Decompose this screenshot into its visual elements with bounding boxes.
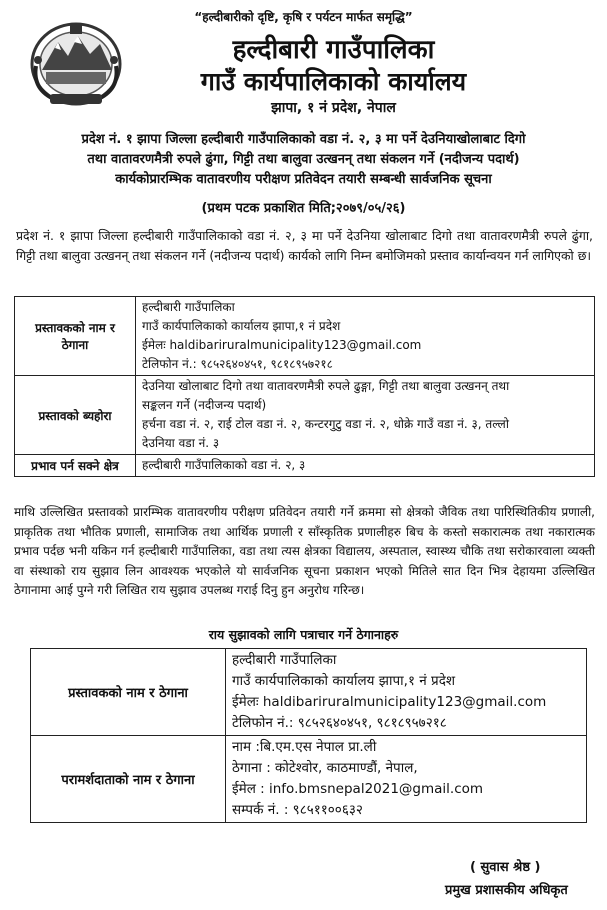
value-line: हल्दीबारी गाउँपालिका bbox=[142, 300, 235, 314]
signatory-designation: प्रमुख प्रशासकीय अधिकृत bbox=[445, 883, 568, 898]
row-label: प्रस्तावको ब्यहोरा bbox=[15, 376, 136, 455]
notice-title-line: प्रदेश नं. १ झापा जिल्ला हल्दीबारी गाउँपालिकाको वडा नं. २, ३ मा पर्ने देउनियाखोलाबाट दिगो bbox=[81, 132, 526, 147]
row-value bbox=[136, 455, 595, 477]
row-value bbox=[226, 736, 587, 823]
notice-title-line: तथा वातावरणमैत्री रुपले ढुंगा, गिट्टी तथा बालुवा उत्खनन् तथा संकलन गर्ने (नदीजन्य पदार्थ) bbox=[87, 152, 520, 167]
table-row bbox=[15, 455, 595, 477]
notice-title bbox=[10, 130, 597, 190]
value-line: देउनिया खोलाबाट दिगो तथा वातावरणमैत्री रुपले ढुङ्गा, गिट्टी तथा बालुवा उत्खनन् तथा bbox=[142, 379, 510, 393]
row-label: प्रस्तावकको नाम र ठेगाना bbox=[31, 649, 226, 736]
row-value bbox=[136, 376, 595, 455]
email-line: ईमेल : info.bmsnepal2021@gmail.com bbox=[232, 781, 484, 797]
office-name: हल्दीबारी गाउँपालिका bbox=[232, 35, 435, 65]
signatory-name: ( सुवास श्रेष्ठ ) bbox=[470, 860, 541, 875]
value-line: हल्दीबारी गाउँपालिकाको वडा नं. २, ३ bbox=[142, 458, 306, 472]
table-row bbox=[15, 297, 595, 376]
value-line: देउनिया वडा नं. ३ bbox=[142, 436, 220, 450]
contact-heading: राय सुझावको लागि पत्राचार गर्ने ठेगानाहरु bbox=[208, 627, 399, 642]
contact-table bbox=[30, 648, 587, 823]
body-paragraph: माथि उल्लिखित प्रस्तावको प्रारम्भिक वातावरणीय परीक्षण प्रतिवेदन तयारी गर्ने क्रममा सो क्षेत्रको जैविक तथा पारिस्थितिकीय प्रणाली, प्राकृतिक तथा भौतिक प्रणाली, सामाजिक तथा आर्थिक प्रणाली र साँस्कृतिक प्रणालीहरु बिच के कस्तो सकारात्मक तथा नकारात्मक प्रभाव पर्दछ भनी यकिन गर्न हल्दीबारी गाउँपालिका, वडा तथा त्यस क्षेत्रका विद्यालय, अस्पताल, स्वास्थ्य चौकि तथा सरोकारवाला व्यक्ती वा संस्थाको राय सुझाव लिन आवश्यक भएकोले यो सार्वजनिक सूचना प्रकाशन भएको मितिले सात दिन भित्र देहायमा उल्लिखित ठेगानामा आई पुग्ने गरी लिखित राय सुझाव उपलब्ध गराई दिनु हुन अनुरोध गरिन्छ। bbox=[14, 505, 595, 597]
value-line: नाम :बि.एम.एस नेपाल प्रा.ली bbox=[232, 739, 377, 755]
value-line: हर्चना वडा नं. २, राई टोल वडा नं. २, कन्टरगुटु वडा नं. २, धोक्रे गाउँ वडा नं. ३, तल्लो bbox=[142, 417, 509, 431]
value-line: गाउँ कार्यपालिकाको कार्यालय झापा,१ नं प्रदेश bbox=[232, 673, 456, 689]
value-line: सङ्कलन गर्ने (नदीजन्य पदार्थ) bbox=[142, 398, 267, 412]
row-label: परामर्शदाताको नाम र ठेगाना bbox=[31, 736, 226, 823]
row-label: प्रभाव पर्न सक्ने क्षेत्र bbox=[15, 455, 136, 477]
row-label: प्रस्तावकको नाम र ठेगाना bbox=[15, 297, 136, 376]
value-line: हल्दीबारी गाउँपालिका bbox=[232, 652, 337, 668]
table-row bbox=[31, 736, 587, 823]
office-address: झापा, १ नं प्रदेश, नेपाल bbox=[271, 100, 396, 116]
value-line: गाउँ कार्यपालिकाको कार्यालय झापा,१ नं प्रदेश bbox=[142, 319, 341, 333]
email-line: ईमेलः haldibariruralmunicipality123@gmail.com bbox=[142, 338, 422, 352]
proposal-table bbox=[14, 296, 595, 477]
table-row bbox=[31, 649, 587, 736]
row-value bbox=[226, 649, 587, 736]
slogan: “हल्दीबारीको दृष्टि, कृषि र पर्यटन मार्फत समृद्धि” bbox=[194, 10, 413, 24]
phone-line: टेलिफोन नं.: ९८५२६४०४५१, ९८१८९५७२१८ bbox=[142, 357, 333, 371]
table-row bbox=[15, 376, 595, 455]
phone-line: सम्पर्क नं. : ९८५११००६३२ bbox=[232, 802, 363, 818]
email-line: ईमेलः haldibariruralmunicipality123@gmail.com bbox=[232, 694, 547, 710]
office-subtitle: गाउँ कार्यपालिकाको कार्यालय bbox=[200, 67, 467, 96]
notice-title-line: कार्यकोप्रारम्भिक वातावरणीय परीक्षण प्रतिवेदन तयारी सम्बन्धी सार्वजनिक सूचना bbox=[115, 172, 492, 187]
row-value bbox=[136, 297, 595, 376]
value-line: ठेगाना : कोटेश्वोर, काठमाण्डौं, नेपाल, bbox=[232, 760, 418, 776]
publication-date: (प्रथम पटक प्रकाशित मिति;२०७९/०५/२६) bbox=[201, 201, 406, 216]
phone-line: टेलिफोन नं.: ९८५२६४०४५१, ९८१८९५७२१८ bbox=[232, 715, 447, 731]
intro-paragraph: प्रदेश नं. १ झापा जिल्ला हल्दीबारी गाउँपालिकाको वडा नं. २, ३ मा पर्ने देउनिया खोलाबाट दिगो तथा वातावरणमैत्री रुपले ढुंगा, गिट्टी तथा बालुवा उत्खनन् तथा संकलन गर्ने (नदीजन्य पदार्थ) कार्यको लागि निम्न बमोजिमको प्रस्ताव कार्यान्वयन गर्न लागिएको छ। bbox=[16, 228, 593, 263]
